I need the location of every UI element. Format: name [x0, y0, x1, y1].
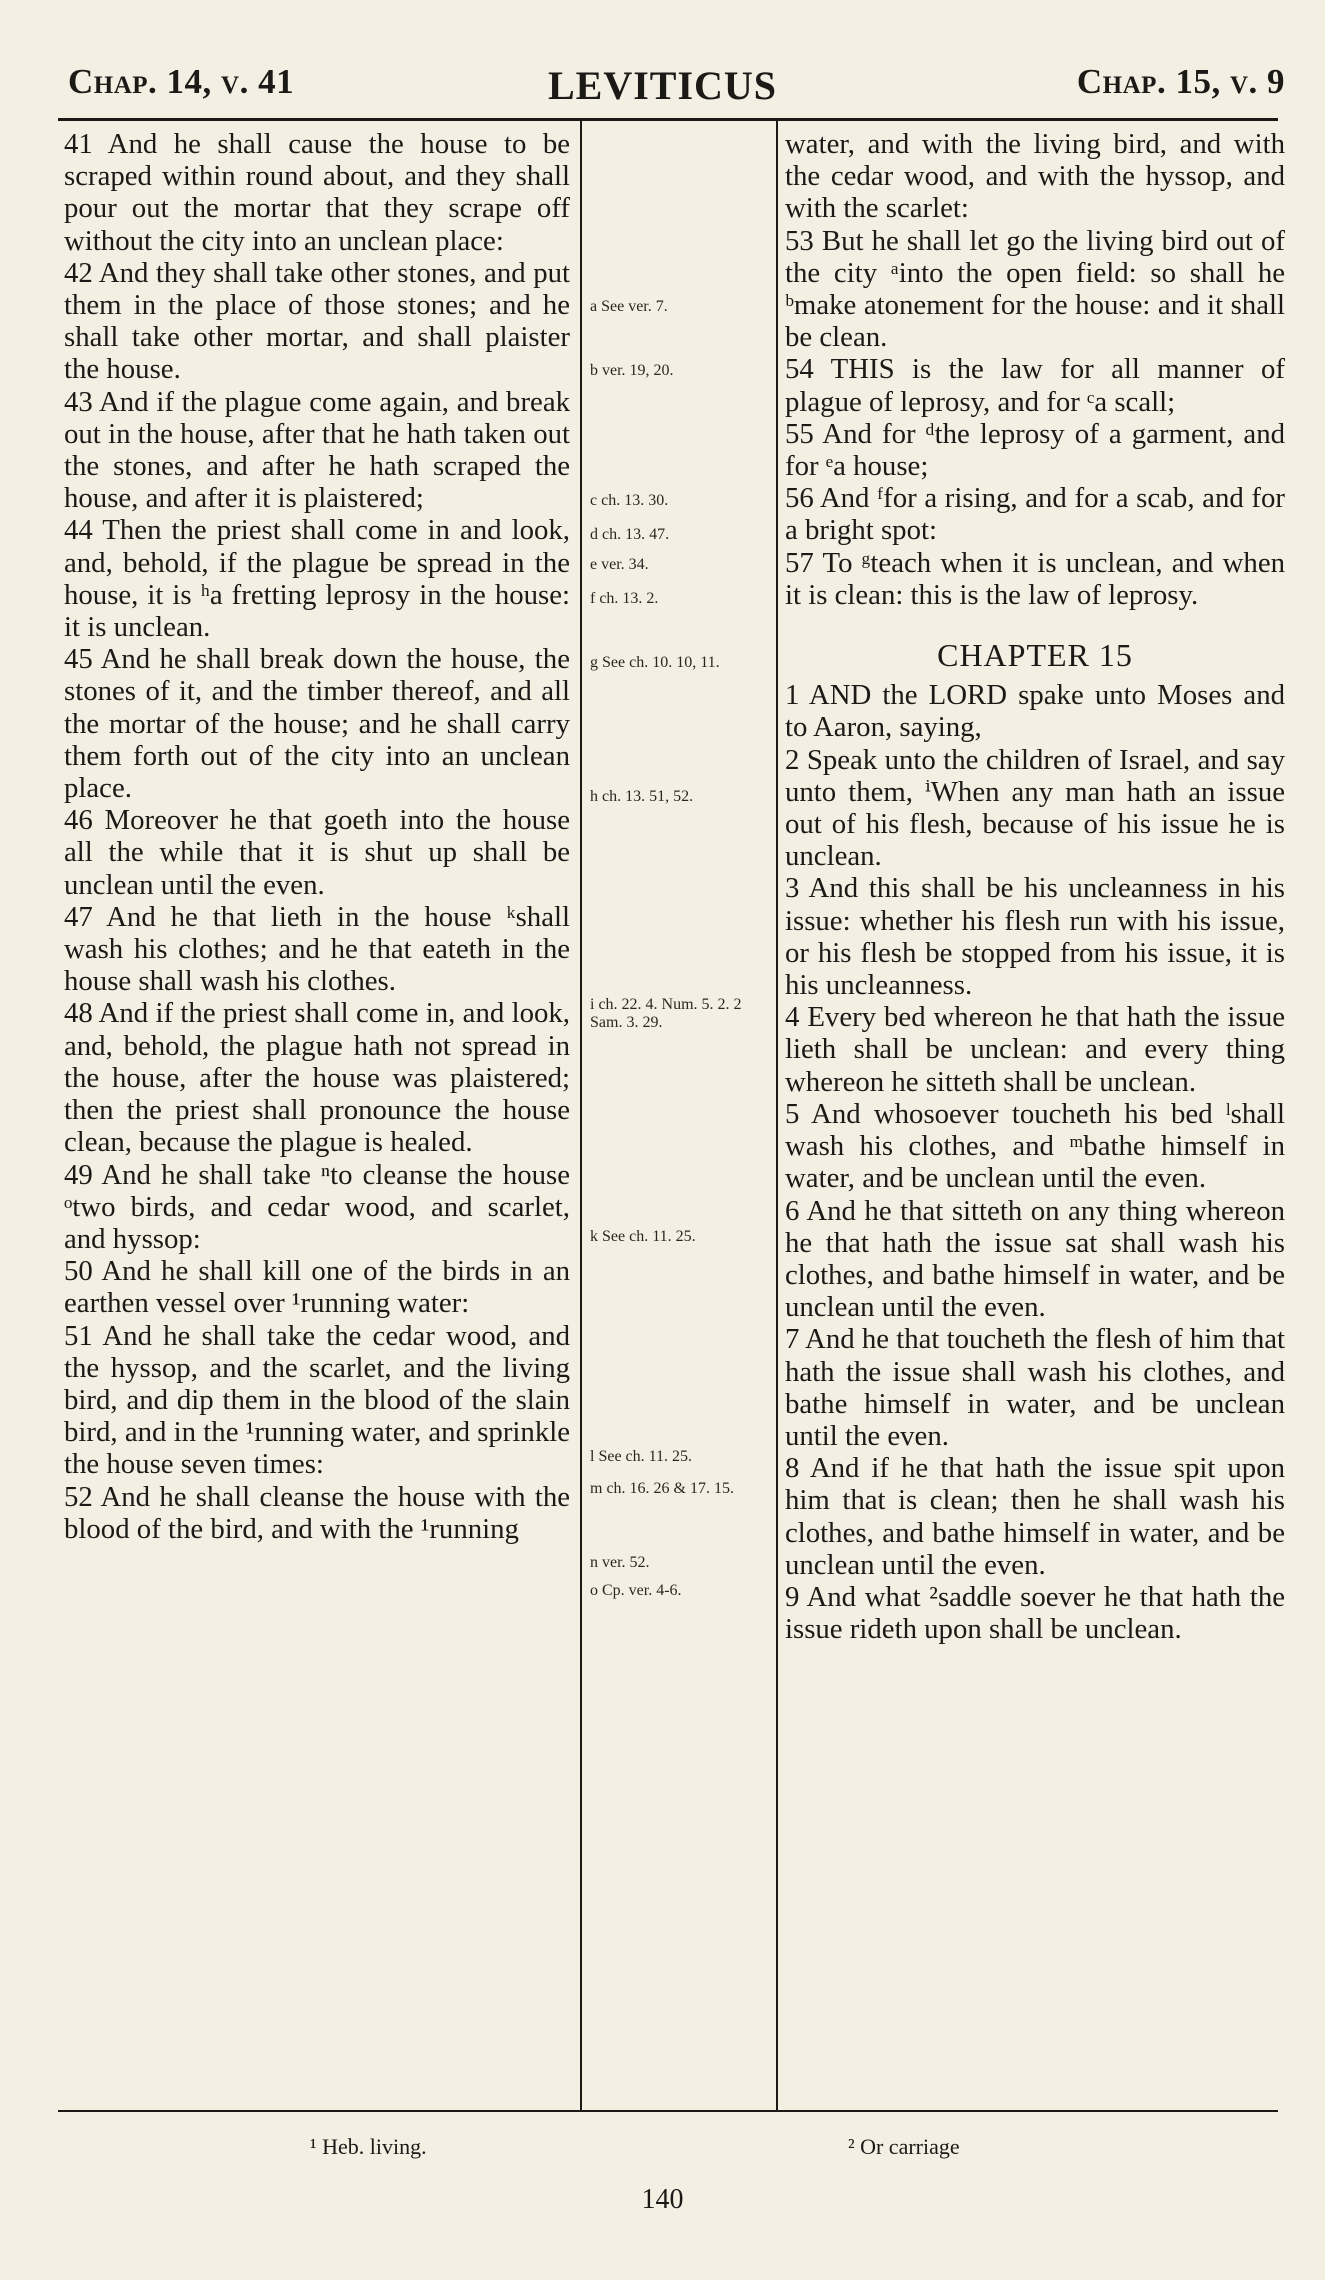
- verse-14-52: 52 And he shall cleanse the house with the blood of the bird, and with the ¹running: [64, 1480, 570, 1545]
- cross-reference: h ch. 13. 51, 52.: [590, 788, 694, 805]
- verse-14-43: 43 And if the plague come again, and break out in the house, after that he hath taken out the stones, and after he hath scraped the house, and after it is plaistered;: [64, 385, 570, 515]
- left-text-column: [64, 128, 570, 1545]
- cross-reference: k See ch. 11. 25.: [590, 1228, 696, 1245]
- cross-reference: g See ch. 10. 10, 11.: [590, 654, 720, 671]
- verse-15-3: 3 And this shall be his uncleanness in his issue: whether his flesh run with his issue, or his flesh be stopped from his issue, it is his uncleanness.: [785, 872, 1285, 1002]
- cross-reference: a See ver. 7.: [590, 298, 668, 315]
- cross-reference: m ch. 16. 26 & 17. 15.: [590, 1480, 734, 1497]
- verse-14-49: 49 And he shall take ⁿto cleanse the house ᵒtwo birds, and cedar wood, and scarlet, and hyssop:: [64, 1158, 570, 1255]
- footnote-left: ¹ Heb. living.: [310, 2134, 427, 2159]
- cross-reference: d ch. 13. 47.: [590, 526, 670, 543]
- page-number: 140: [641, 2184, 684, 2215]
- verse-14-47: 47 And he that lieth in the house ᵏshall wash his clothes; and he that eateth in the house shall wash his clothes.: [64, 900, 570, 998]
- verse-15-8: 8 And if he that hath the issue spit upon him that is clean; then he shall wash his clothes, and bathe himself in water, and be unclean until the even.: [785, 1452, 1285, 1581]
- verse-14-42: 42 And they shall take other stones, and put them in the place of those stones; and he shall take other mortar, and shall plaister the house.: [64, 256, 570, 386]
- verse-14-57: 57 To ᵍteach when it is unclean, and when it is clean: this is the law of leprosy.: [785, 546, 1285, 611]
- header-rule: [58, 118, 1278, 121]
- verse-14-44: 44 Then the priest shall come in and look, and, behold, if the plague be spread in the house, it is ʰa fretting leprosy in the house: it is unclean.: [64, 514, 570, 644]
- footnote-right: ² Or carriage: [848, 2134, 960, 2159]
- verse-14-52-cont: water, and with the living bird, and with the cedar wood, and with the hyssop, and with the scarlet:: [785, 128, 1285, 225]
- chapter-heading: CHAPTER 15: [937, 637, 1133, 674]
- verse-14-41: 41 And he shall cause the house to be scraped within round about, and they shall pour out the mortar that they scrape off without the city into an unclean place:: [64, 128, 570, 257]
- running-head-left: Chap. 14, v. 41: [68, 62, 295, 101]
- verse-14-46: 46 Moreover he that goeth into the house all the while that it is shut up shall be unclean until the even.: [64, 804, 570, 901]
- cross-reference: b ver. 19, 20.: [590, 362, 674, 379]
- verse-14-53: 53 But he shall let go the living bird out of the city ᵃinto the open field: so shall he ᵇmake atonement for the house: and it shall be clean.: [785, 224, 1285, 354]
- cross-reference: c ch. 13. 30.: [590, 492, 669, 509]
- verse-15-2: 2 Speak unto the children of Israel, and say unto them, ⁱWhen any man hath an issue out of his flesh, because of his issue he is unclean.: [785, 743, 1285, 873]
- verse-15-1: 1 AND the LORD spake unto Moses and to Aaron, saying,: [785, 679, 1285, 744]
- column-divider-left: [580, 120, 582, 2110]
- verse-15-4: 4 Every bed whereon he that hath the issue lieth shall be unclean: and every thing whereon he sitteth shall be unclean.: [785, 1001, 1285, 1098]
- cross-reference: o Cp. ver. 4-6.: [590, 1582, 682, 1599]
- verse-14-50: 50 And he shall kill one of the birds in an earthen vessel over ¹running water:: [64, 1255, 570, 1320]
- cross-reference: e ver. 34.: [590, 556, 649, 573]
- running-head-right: Chap. 15, v. 9: [1076, 62, 1285, 101]
- verse-14-54: 54 THIS is the law for all manner of plague of leprosy, and for ᶜa scall;: [785, 353, 1285, 418]
- cross-reference: l See ch. 11. 25.: [590, 1448, 693, 1465]
- verse-14-45: 45 And he shall break down the house, the stones of it, and the timber thereof, and all the mortar of the house; and he shall carry them forth out of the city into an unclean place.: [64, 643, 570, 805]
- cross-reference: n ver. 52.: [590, 1554, 650, 1571]
- verse-14-55: 55 And for ᵈthe leprosy of a garment, and for ᵉa house;: [785, 417, 1285, 483]
- column-divider-right: [776, 120, 778, 2110]
- verse-15-9: 9 And what ²saddle soever he that hath the issue rideth upon shall be unclean.: [785, 1580, 1285, 1646]
- verse-14-48: 48 And if the priest shall come in, and look, and, behold, the plague hath not spread in the house, after the house was plaistered; then the priest shall pronounce the house clean, because the plague is healed.: [64, 997, 570, 1159]
- verse-15-5: 5 And whosoever toucheth his bed ˡshall wash his clothes, and ᵐbathe himself in water, and be unclean until the even.: [785, 1097, 1285, 1195]
- book-title: LEVITICUS: [547, 63, 778, 108]
- verse-15-6: 6 And he that sitteth on any thing whereon he that hath the issue sat shall wash his clothes, and bathe himself in water, and be unclean until the even.: [785, 1194, 1285, 1324]
- verse-15-7: 7 And he that toucheth the flesh of him that hath the issue shall wash his clothes, and bathe himself in water, and be unclean until the even.: [785, 1323, 1285, 1452]
- cross-reference: i ch. 22. 4. Num. 5. 2. 2 Sam. 3. 29.: [590, 996, 742, 1031]
- verse-14-51: 51 And he shall take the cedar wood, and the hyssop, and the scarlet, and the living bird, and dip them in the blood of the slain bird, and in the ¹running water, and sprinkle the house seven times:: [64, 1319, 570, 1481]
- right-text-column: [785, 128, 1285, 1645]
- verse-14-56: 56 And ᶠfor a rising, and for a scab, and for a bright spot:: [785, 482, 1285, 547]
- cross-reference: f ch. 13. 2.: [590, 590, 659, 607]
- footnote-rule: [58, 2110, 1278, 2112]
